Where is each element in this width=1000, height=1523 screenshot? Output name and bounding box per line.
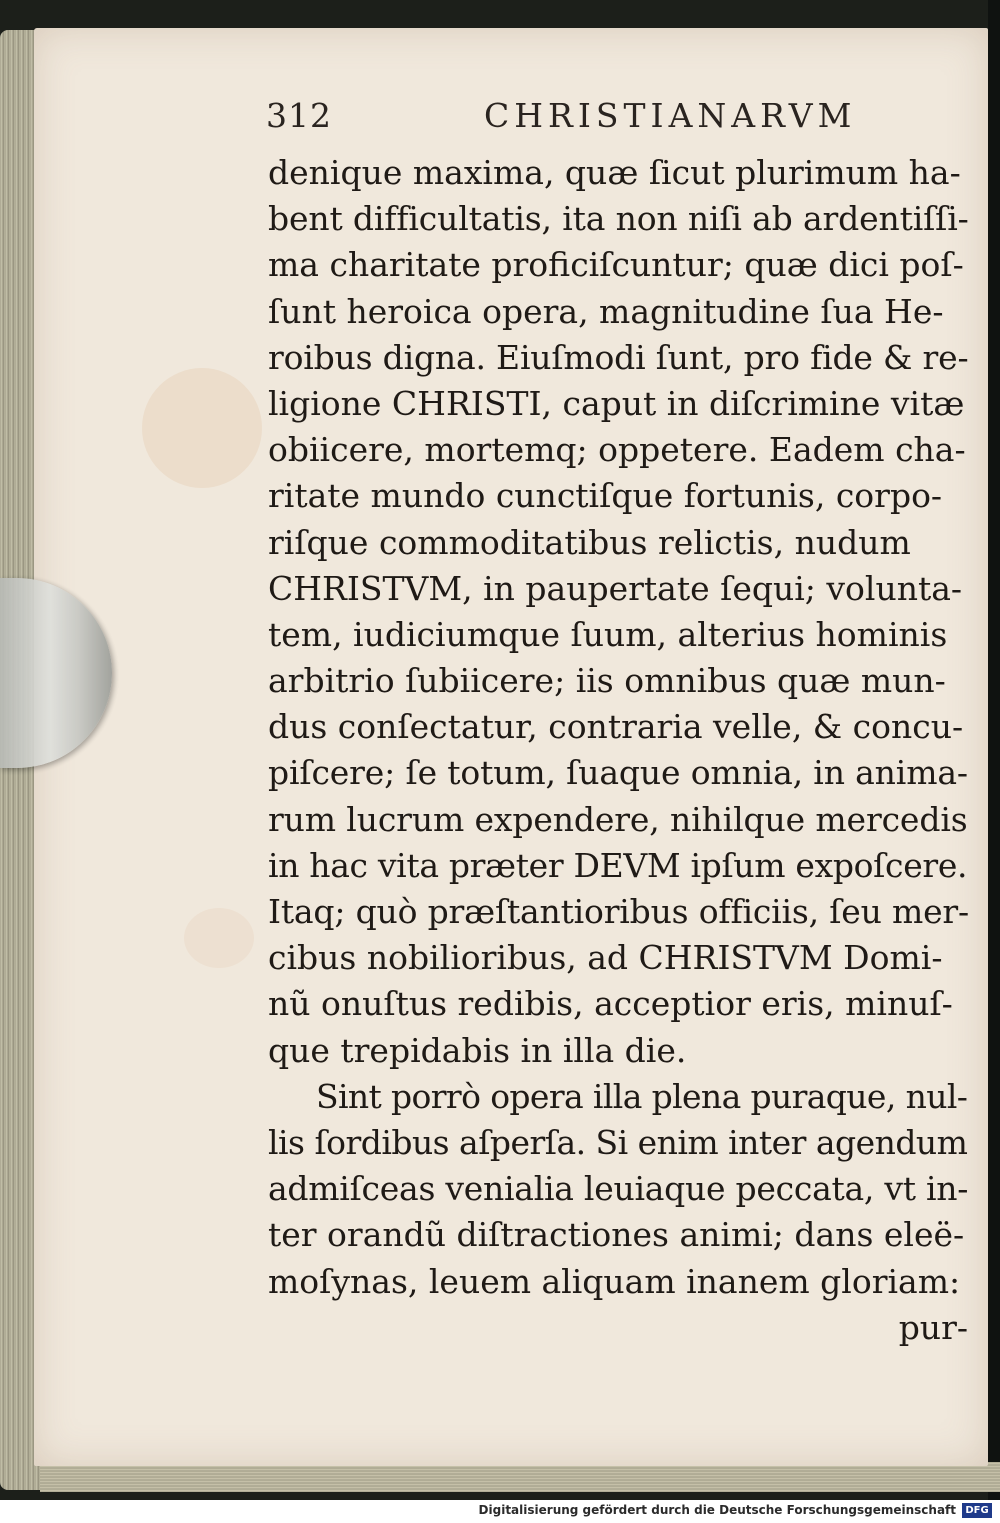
text-line: dus conſectatur, contraria velle, & concu- bbox=[268, 707, 964, 747]
text-line: nũ onuſtus redibis, acceptior eris, minuſ- bbox=[268, 984, 953, 1024]
text-line: lis ſordibus aſperſa. Si enim inter agendum bbox=[268, 1122, 968, 1162]
footer-bar bbox=[0, 1500, 1000, 1523]
text-line: ritate mundo cunctiſque fortunis, corpo- bbox=[268, 476, 943, 516]
text-line: cibus nobilioribus, ad CHRISTVM Domi- bbox=[268, 938, 943, 978]
text-line: ligione CHRISTI, caput in diſcrimine vitæ bbox=[268, 383, 965, 423]
text-line: obiicere, mortemq; oppetere. Eadem cha- bbox=[268, 430, 966, 470]
page-header bbox=[0, 96, 1000, 146]
text-line: arbitrio ſubiicere; iis omnibus quæ mun- bbox=[268, 661, 946, 701]
text-line: CHRISTVM, in paupertate ſequi; volunta- bbox=[268, 568, 963, 608]
text-line: roibus digna. Eiuſmodi ſunt, pro fide & re- bbox=[268, 337, 969, 377]
text-line: que trepidabis in illa die. bbox=[268, 1030, 687, 1070]
paper-stain bbox=[184, 908, 254, 968]
page-number: 312 bbox=[266, 96, 332, 135]
dfg-logo: DFG bbox=[962, 1503, 992, 1518]
text-line: denique maxima, quæ ſicut plurimum ha- bbox=[268, 153, 961, 192]
text-line: bent difficultatis, ita non niſi ab ardentiſſi- bbox=[268, 199, 969, 239]
book-bottom-edge bbox=[40, 1462, 1000, 1492]
scan-right-border bbox=[988, 0, 1000, 1500]
text-line: ter orandũ diſtractiones animi; dans eleë- bbox=[268, 1215, 965, 1255]
body-text bbox=[268, 150, 968, 1351]
text-line: riſque commoditatibus relictis, nudum bbox=[268, 522, 911, 562]
funding-credit: Digitalisierung gefördert durch die Deutsche Forschungsgemeinschaft bbox=[478, 1503, 956, 1517]
text-line: Itaq; quò præſtantioribus officiis, ſeu mer- bbox=[268, 892, 969, 931]
running-title: CHRISTIANARVM bbox=[484, 96, 857, 135]
paper-stain bbox=[142, 368, 262, 488]
text-line: ſunt heroica opera, magnitudine ſua He- bbox=[268, 291, 944, 331]
text-line: ma charitate proficiſcuntur; quæ dici poſ- bbox=[268, 245, 964, 285]
text-line: tem, iudiciumque ſuum, alterius hominis bbox=[268, 614, 948, 654]
text-line: in hac vita præter DEVM ipſum expoſcere. bbox=[268, 845, 968, 885]
text-line: piſcere; ſe totum, ſuaque omnia, in anima- bbox=[268, 753, 968, 793]
catchword: pur- bbox=[898, 1307, 968, 1347]
text-line: moſynas, leuem aliquam inanem gloriam: bbox=[268, 1261, 961, 1301]
text-line: rum lucrum expendere, nihilque mercedis bbox=[268, 799, 968, 839]
text-line: Sint porrò opera illa plena puraque, nul- bbox=[316, 1076, 968, 1116]
text-line: admiſceas venialia leuiaque peccata, vt in- bbox=[268, 1169, 969, 1209]
